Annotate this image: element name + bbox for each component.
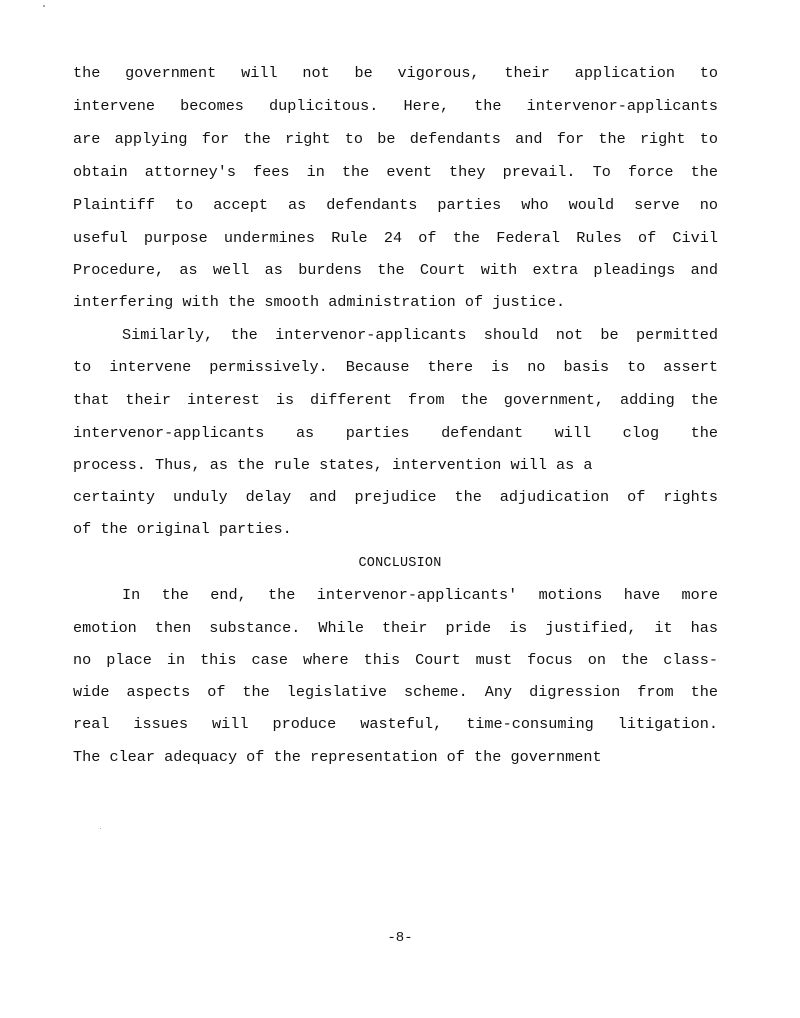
text-line: wide aspects of the legislative scheme. Any digression from the — [73, 683, 718, 701]
text-line: certainty unduly delay and prejudice the adjudication of rights — [73, 488, 718, 506]
text-line: In the end, the intervenor-applicants' motions have more — [122, 586, 718, 604]
text-line: emotion then substance. While their pride is justified, it has — [73, 619, 718, 637]
scan-speck — [100, 828, 101, 829]
text-line: to intervene permissively. Because there is no basis to assert — [73, 358, 718, 376]
text-line: of the original parties. — [73, 520, 292, 538]
text-line: no place in this case where this Court must focus on the class- — [73, 651, 718, 669]
section-heading: CONCLUSION — [358, 556, 442, 571]
text-line: interfering with the smooth administration of justice. — [73, 293, 566, 311]
text-line: are applying for the right to be defendants and for the right to — [73, 130, 718, 148]
scan-speck — [43, 5, 45, 7]
text-line: intervene becomes duplicitous. Here, the intervenor-applicants — [73, 97, 718, 115]
text-line: Plaintiff to accept as defendants parties who would serve no — [73, 196, 718, 214]
text-line: intervenor-applicants as parties defendant will clog the — [73, 424, 718, 442]
text-line: the government will not be vigorous, their application to — [73, 64, 718, 82]
text-line: Procedure, as well as burdens the Court with extra pleadings and — [73, 261, 718, 279]
text-line: process. Thus, as the rule states, intervention will as a — [73, 456, 593, 474]
text-line: real issues will produce wasteful, time-consuming litigation. — [73, 715, 718, 733]
text-line: Similarly, the intervenor-applicants should not be permitted — [122, 326, 718, 344]
text-line: The clear adequacy of the representation of the government — [73, 748, 602, 766]
text-line: obtain attorney's fees in the event they prevail. To force the — [73, 163, 718, 181]
text-line: that their interest is different from the government, adding the — [73, 391, 718, 409]
text-line: useful purpose undermines Rule 24 of the Federal Rules of Civil — [73, 229, 718, 247]
page-number: -8- — [387, 930, 413, 946]
